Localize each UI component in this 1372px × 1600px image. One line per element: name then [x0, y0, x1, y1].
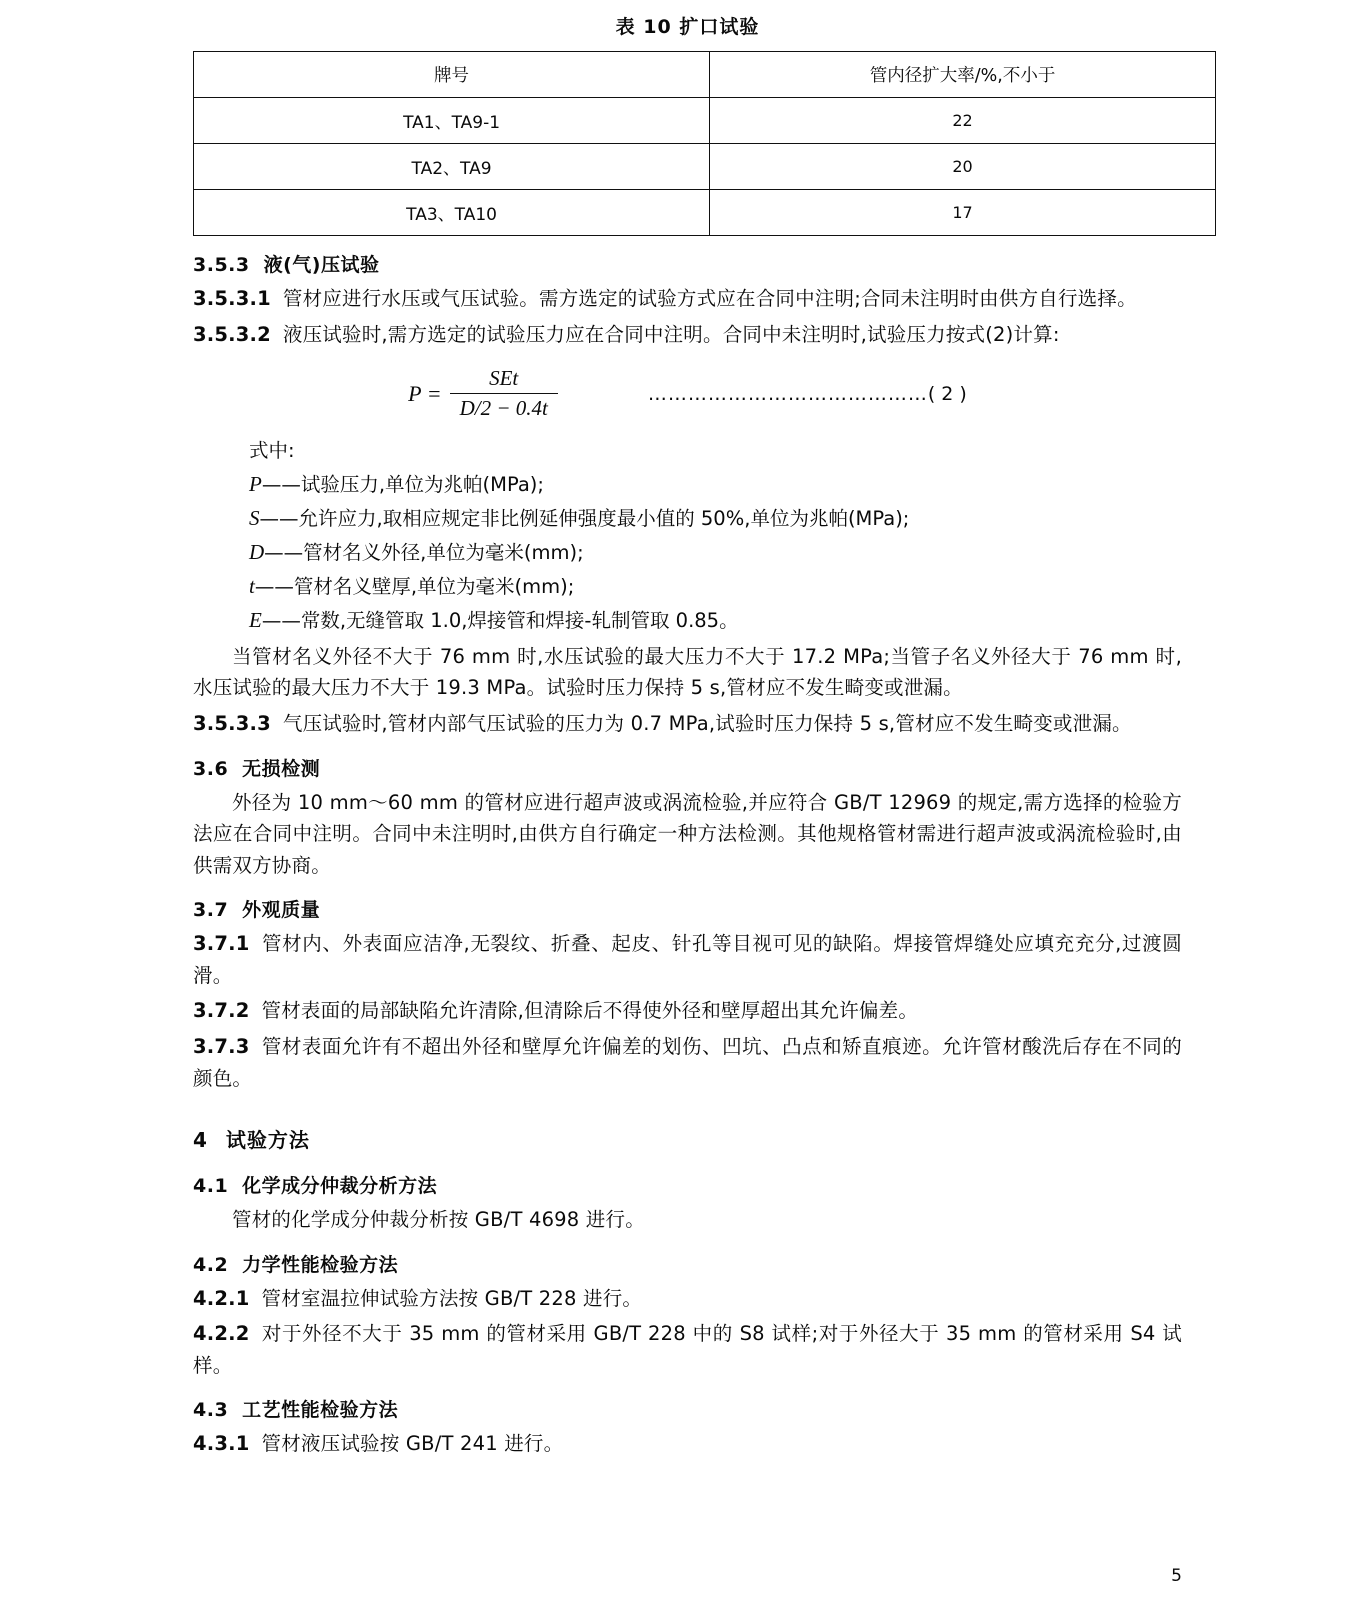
- page-number: 5: [1171, 1566, 1182, 1586]
- table-row: [194, 144, 1216, 190]
- heading-text: 液(气)压试验: [263, 254, 380, 276]
- formula-number: ( 2 ): [927, 382, 967, 405]
- symbol-item: [249, 603, 1182, 637]
- heading-number: 4.1: [193, 1175, 229, 1198]
- clause-text: 管材表面的局部缺陷允许清除,但清除后不得使外径和壁厚超出其允许偏差。: [261, 999, 919, 1023]
- page-content: [193, 0, 1182, 1460]
- heading-3-7: [193, 895, 1182, 922]
- formula-denominator: D/2 − 0.4t: [459, 396, 548, 421]
- heading-number: 3.5.3: [193, 254, 250, 276]
- heading-number: 3.6: [193, 757, 229, 780]
- formula-2: [193, 366, 1182, 421]
- paragraph-4-1: 管材的化学成分仲裁分析按 GB/T 4698 进行。: [232, 1208, 645, 1232]
- heading-text: 工艺性能检验方法: [242, 1399, 399, 1422]
- clause-number: 3.7.3: [193, 1035, 250, 1059]
- symbol-item: [249, 569, 1182, 603]
- paragraph-4-3-1: [193, 1428, 1182, 1460]
- symbol-definition: ——管材名义壁厚,单位为毫米(mm);: [254, 574, 575, 598]
- symbol-definition: ——管材名义外径,单位为毫米(mm);: [264, 540, 584, 564]
- cell-value: 22: [710, 98, 1216, 144]
- formula-expression: [408, 366, 967, 421]
- clause-number: 3.7.1: [193, 932, 250, 956]
- paragraph-3-5-3-3: [193, 708, 1182, 740]
- cell-grade: TA1、TA9-1: [194, 98, 710, 144]
- symbol-char: t: [249, 573, 255, 598]
- paragraph-3-6: 外径为 10 mm～60 mm 的管材应进行超声波或涡流检验,并应符合 GB/T 12969 的规定,需方选择的检验方法应在合同中注明。合同中未注明时,由供方自行确定一种方法检测。其他规格管材需进行超声波或涡流检验时,由供需双方协商。: [193, 790, 1182, 877]
- paragraph-4-2-2: [193, 1318, 1182, 1381]
- table-row: [194, 98, 1216, 144]
- table-header-rate: 管内径扩大率/%,不小于: [710, 52, 1216, 98]
- clause-number: 3.5.3.3: [193, 711, 271, 735]
- formula-lhs: P =: [408, 380, 442, 406]
- heading-number: 3.7: [193, 899, 229, 922]
- clause-number: 4.2.2: [193, 1322, 250, 1346]
- where-label: 式中:: [249, 439, 295, 463]
- clause-text: 管材内、外表面应洁净,无裂纹、折叠、起皮、针孔等目视可见的缺陷。焊接管焊缝处应填充充分,过渡圆滑。: [193, 932, 1182, 987]
- heading-4-3: [193, 1395, 1182, 1422]
- paragraph-pressure-note: 当管材名义外径不大于 76 mm 时,水压试验的最大压力不大于 17.2 MPa;当管子名义外径大于 76 mm 时,水压试验的最大压力不大于 19.3 MPa。试验时压力保持 5 s,管材应不发生畸变或泄漏。: [193, 644, 1182, 700]
- clause-number: 3.7.2: [193, 999, 250, 1023]
- cell-grade: TA2、TA9: [194, 144, 710, 190]
- symbol-item: [249, 535, 1182, 569]
- cell-value: 20: [710, 144, 1216, 190]
- symbol-definitions: [193, 435, 1182, 637]
- clause-text: 气压试验时,管材内部气压试验的压力为 0.7 MPa,试验时压力保持 5 s,管材应不发生畸变或泄漏。: [282, 711, 1132, 735]
- symbol-item: [249, 501, 1182, 535]
- symbol-definition: ——试验压力,单位为兆帕(MPa);: [261, 472, 544, 496]
- clause-text: 液压试验时,需方选定的试验压力应在合同中注明。合同中未注明时,试验压力按式(2)计算:: [282, 322, 1060, 346]
- expansion-test-table: [193, 51, 1216, 236]
- clause-number: 3.5.3.1: [193, 287, 271, 310]
- heading-text: 外观质量: [242, 899, 321, 922]
- symbol-definition: ——允许应力,取相应规定非比例延伸强度最小值的 50%,单位为兆帕(MPa);: [259, 506, 910, 530]
- cell-grade: TA3、TA10: [194, 190, 710, 236]
- table-caption: 表 10 扩口试验: [615, 16, 760, 38]
- heading-text: 试验方法: [225, 1128, 310, 1153]
- paragraph-3-5-3-2: [193, 319, 1182, 351]
- clause-number: 4.3.1: [193, 1432, 250, 1456]
- clause-text: 管材表面允许有不超出外径和壁厚允许偏差的划伤、凹坑、凸点和矫直痕迹。允许管材酸洗后存在不同的颜色。: [193, 1035, 1182, 1090]
- formula-fraction: [450, 366, 558, 421]
- clause-text: 管材应进行水压或气压试验。需方选定的试验方式应在合同中注明;合同未注明时由供方自行选择。: [282, 287, 1137, 310]
- symbol-definition: ——常数,无缝管取 1.0,焊接管和焊接-轧制管取 0.85。: [261, 608, 739, 632]
- heading-section-4: [193, 1124, 1182, 1153]
- heading-3-6: [193, 754, 1182, 781]
- paragraph-3-7-3: [193, 1031, 1182, 1094]
- table-header-row: [194, 52, 1216, 98]
- symbol-char: D: [249, 539, 265, 564]
- symbol-char: P: [249, 471, 262, 496]
- heading-text: 力学性能检验方法: [242, 1253, 399, 1276]
- heading-number: 4.2: [193, 1253, 229, 1276]
- paragraph-3-7-1: [193, 928, 1182, 991]
- table-row: [194, 190, 1216, 236]
- heading-number: 4.3: [193, 1399, 229, 1422]
- cell-value: 17: [710, 190, 1216, 236]
- clause-text: 管材液压试验按 GB/T 241 进行。: [261, 1432, 564, 1456]
- formula-numerator: SEt: [489, 366, 519, 391]
- paragraph-4-2-1: [193, 1283, 1182, 1315]
- clause-text: 对于外径不大于 35 mm 的管材采用 GB/T 228 中的 S8 试样;对于外径大于 35 mm 的管材采用 S4 试样。: [193, 1322, 1182, 1377]
- heading-4-1: [193, 1171, 1182, 1198]
- heading-4-2: [193, 1250, 1182, 1277]
- heading-text: 无损检测: [242, 757, 321, 780]
- symbol-item: [249, 467, 1182, 501]
- paragraph-3-7-2: [193, 995, 1182, 1027]
- formula-leader-dots: ……………………………………: [647, 382, 928, 405]
- paragraph-3-5-3-1: [193, 283, 1182, 315]
- heading-text: 化学成分仲裁分析方法: [242, 1175, 438, 1198]
- symbol-char: S: [249, 505, 260, 530]
- heading-3-5-3: [193, 250, 1182, 277]
- heading-number: 4: [193, 1128, 208, 1153]
- clause-number: 3.5.3.2: [193, 322, 271, 346]
- clause-text: 管材室温拉伸试验方法按 GB/T 228 进行。: [261, 1286, 643, 1310]
- symbol-char: E: [249, 607, 262, 632]
- clause-number: 4.2.1: [193, 1286, 250, 1310]
- table-header-grade: 牌号: [194, 52, 710, 98]
